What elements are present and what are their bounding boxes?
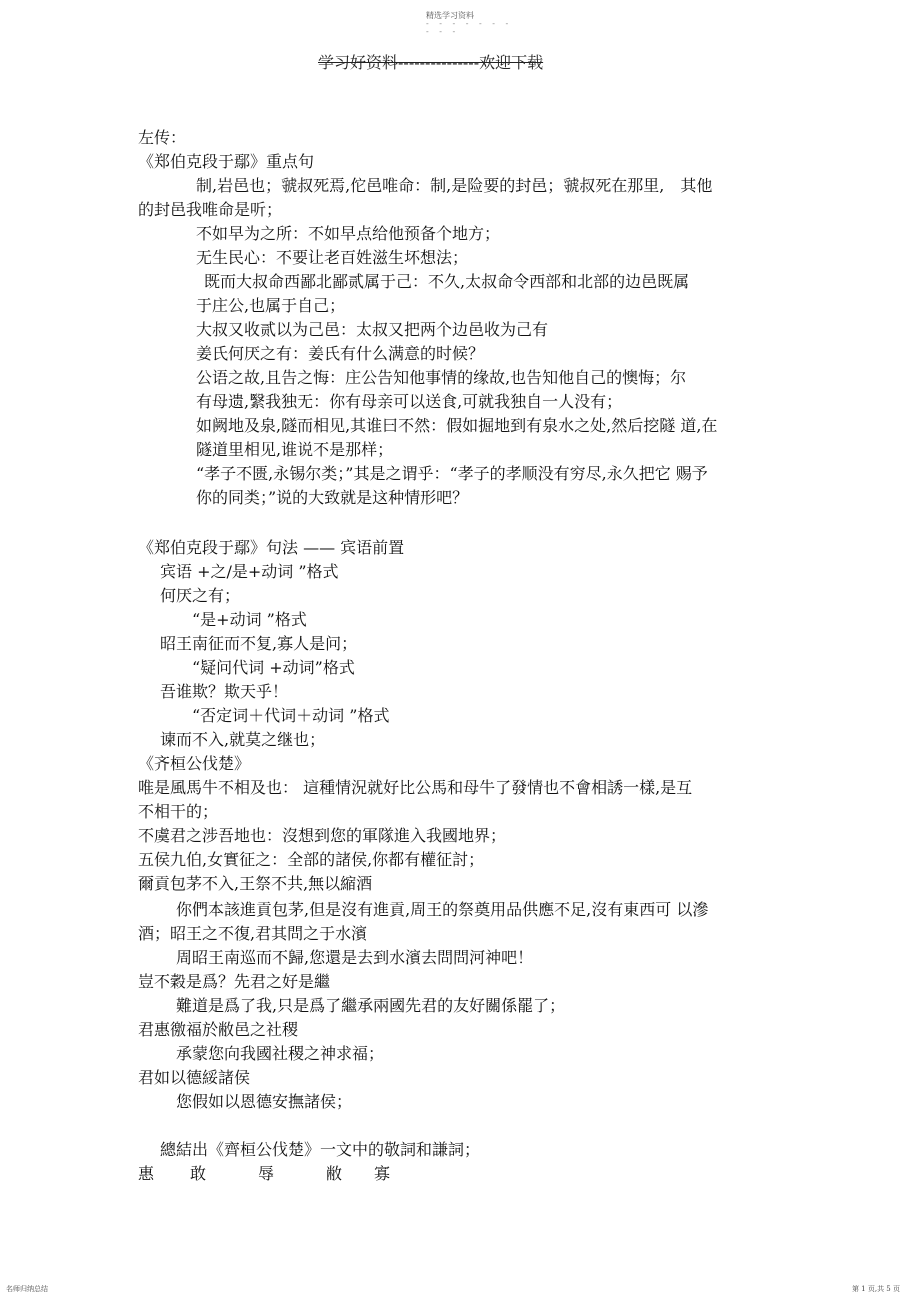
text-line: 不如早为之所：不如早点给他预备个地方；: [196, 224, 501, 243]
text-line: 大叔又收贰以为己邑：太叔又把两个边邑收为己有: [196, 320, 549, 339]
term: 敢: [190, 1164, 207, 1183]
text-line: 你們本該進貢包茅,但是沒有進貢,周王的祭奠用品供應不足,沒有東西可 以滲: [176, 900, 709, 919]
text-line: 君惠徼福於敝邑之社稷: [138, 1020, 299, 1039]
text-line: 酒；昭王之不復,君其問之于水濱: [138, 924, 368, 943]
text-line: 如阙地及泉,隧而相见,其谁曰不然：假如掘地到有泉水之处,然后挖隧 道,在: [196, 416, 718, 435]
text-line: 您假如以恩德安撫諸侯；: [176, 1092, 353, 1111]
text-line: 无生民心：不要让老百姓滋生坏想法；: [196, 248, 469, 267]
heading: 《郑伯克段于鄢》句法 —— 宾语前置: [138, 538, 405, 557]
header-title: 精选学习资料: [426, 11, 474, 20]
term: 辱: [258, 1164, 275, 1183]
text-line: 公语之故,且告之悔：庄公告知他事情的缘故,也告知他自己的懊悔；尔: [196, 368, 687, 387]
footer-left: 名师归纳总结: [6, 1285, 48, 1293]
term: 敝: [326, 1164, 343, 1183]
text-line: 不虞君之涉吾地也：沒想到您的軍隊進入我國地界；: [138, 826, 507, 845]
text-line: 你的同类；”说的大致就是这种情形吧？: [196, 488, 469, 507]
text-line: 難道是爲了我,只是爲了繼承兩國先君的友好關係罷了；: [176, 996, 566, 1015]
text-line: “疑问代词 +动词”格式: [192, 658, 355, 677]
banner-text: 学习好资料---------------欢迎下载: [318, 53, 544, 72]
heading: 《郑伯克段于鄢》重点句: [138, 152, 315, 171]
page-number: 第 1 页,共 5 页: [851, 1285, 900, 1293]
text-line: 姜氏何厌之有：姜氏有什么满意的时候？: [196, 344, 485, 363]
text-line: 豈不穀是爲？先君之好是繼: [138, 972, 331, 991]
text-line: 昭王南征而不复,寡人是问；: [160, 634, 358, 653]
text-line: 谏而不入,就莫之继也；: [160, 730, 326, 749]
text-line: “否定词＋代词＋动词 ”格式: [192, 706, 390, 725]
text-line: 唯是風馬牛不相及也： 這種情況就好比公馬和母牛了發情也不會相誘一樣,是互: [138, 778, 693, 797]
text-line: 爾貢包茅不入,王祭不共,無以縮酒: [138, 874, 373, 893]
text-line: 制,岩邑也；虢叔死焉,佗邑唯命：制,是险要的封邑；虢叔死在那里, 其他: [196, 176, 713, 195]
text-line: 于庄公,也属于自己；: [196, 296, 346, 315]
text-line: 承蒙您向我國社稷之神求福；: [176, 1044, 385, 1063]
text-line: 既而大叔命西鄙北鄙贰属于己：不久,太叔命令西部和北部的边邑既属: [204, 272, 690, 291]
text-line: 何厌之有；: [160, 586, 241, 605]
text-line: 君如以德綏諸侯: [138, 1068, 251, 1087]
header-dashes-2: - - -: [426, 27, 460, 36]
heading: 《齐桓公伐楚》: [138, 754, 251, 773]
header-dashes: - - - - - - -: [426, 19, 513, 28]
text-line: 總結出《齊桓公伐楚》一文中的敬詞和謙詞；: [160, 1140, 481, 1159]
text-line: 吾谁欺？欺天乎！: [160, 682, 289, 701]
section-label: 左传：: [138, 128, 187, 147]
text-line: “是+动词 ”格式: [192, 610, 307, 629]
text-line: 隧道里相见,谁说不是那样；: [196, 440, 394, 459]
term: 惠: [138, 1164, 155, 1183]
text-line: 不相干的；: [138, 802, 219, 821]
text-line: “孝子不匮,永锡尔类；”其是之谓乎：“孝子的孝顺没有穷尽,永久把它 赐予: [196, 464, 708, 483]
text-line: 宾语 +之/是+动词 ”格式: [160, 562, 339, 581]
text-line: 的封邑我唯命是听；: [138, 200, 283, 219]
term: 寡: [374, 1164, 391, 1183]
text-line: 有母遗,繄我独无：你有母亲可以送食,可就我独自一人没有；: [196, 392, 623, 411]
text-line: 周昭王南巡而不歸,您還是去到水濱去問問河神吧！: [176, 948, 534, 967]
text-line: 五侯九伯,女實征之：全部的諸侯,你都有權征討；: [138, 850, 485, 869]
